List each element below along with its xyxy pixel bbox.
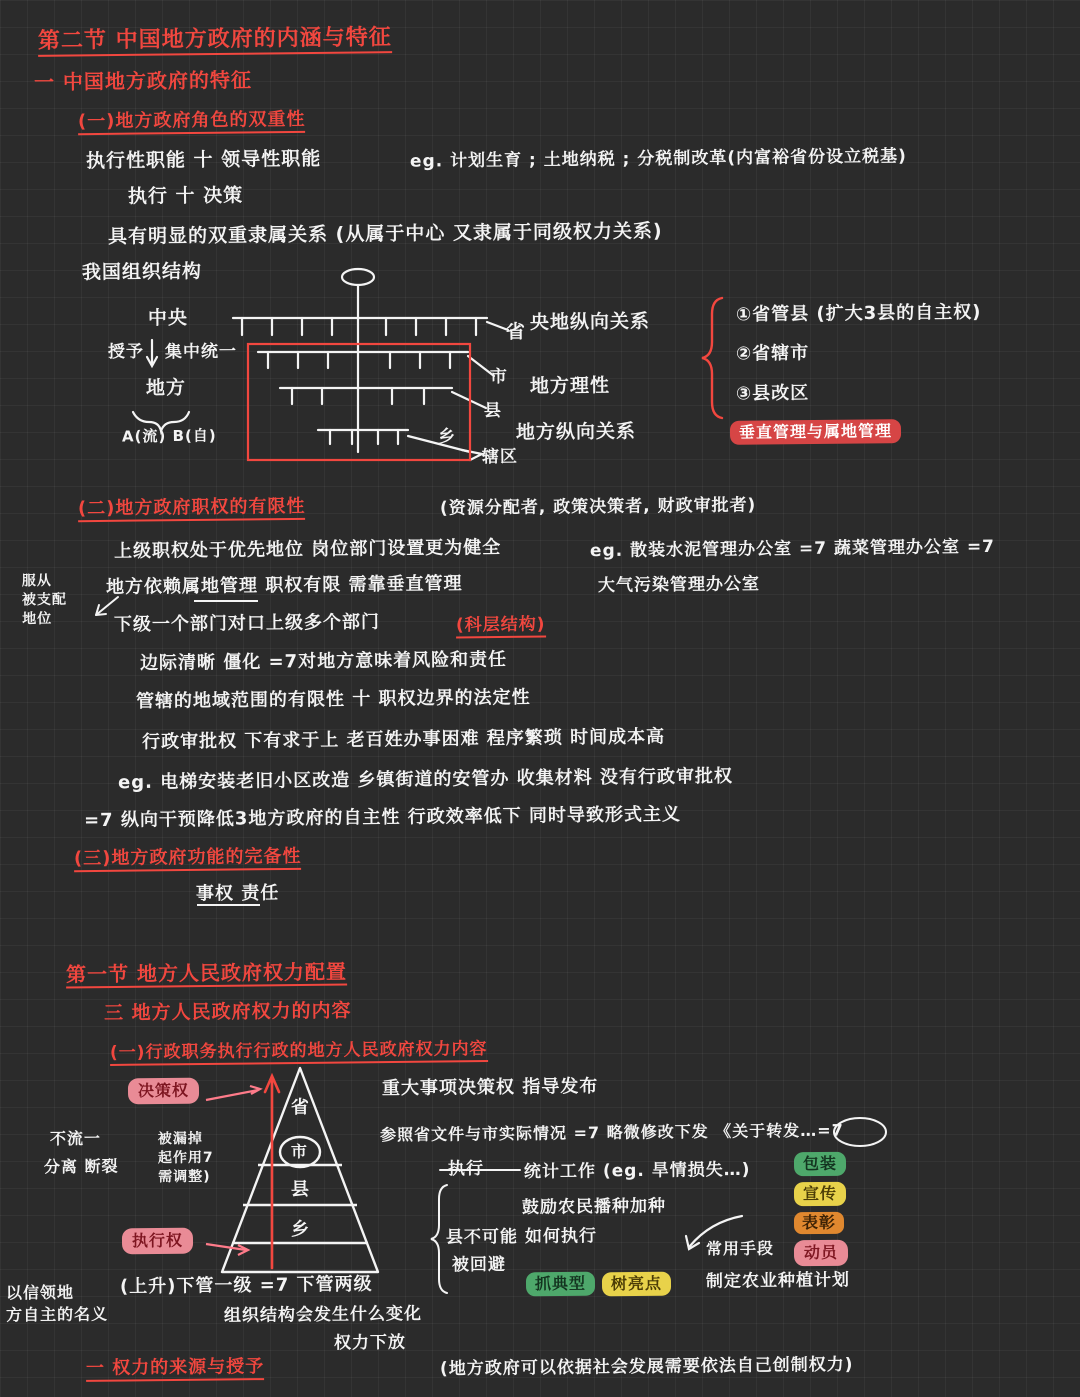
label-central: 中央: [147, 306, 189, 330]
label-vertical-relation: 央地纵向关系: [529, 310, 651, 334]
left-note-3: 被漏掉 起作用7 需调整): [157, 1130, 214, 1186]
right-list-item-3: ③县改区: [735, 382, 810, 405]
bottom-tag-1: 树亮点: [602, 1272, 671, 1296]
bottom-note-4: 权力下放: [333, 1332, 407, 1354]
line-example-1: eg. 计划生育 ; 土地纳税 ; 分税制改革(内富裕省份设立税基): [409, 146, 907, 172]
bottom-tag-0: 抓典型: [526, 1272, 595, 1296]
left-note-1: 不流一: [49, 1128, 102, 1149]
line-executive-leadership: 执行性职能 十 领导性职能: [85, 147, 322, 173]
label-concentrate: 集中统一: [164, 341, 238, 363]
label-province: 省: [505, 320, 527, 344]
right-note-1: 重大事项决策权 指导发布: [381, 1075, 599, 1100]
label-district: 辖区: [481, 446, 519, 468]
label-township: 乡: [437, 426, 457, 448]
label-ab: A(流) B(自): [121, 426, 217, 446]
s2-line-2b: 大气污染管理办公室: [597, 574, 761, 596]
pyramid-level-province: 省: [290, 1096, 311, 1119]
pyramid-level-city: 市: [290, 1141, 309, 1162]
s2-line-6: 行政审批权 下有求于上 老百姓办事困难 程序繁琐 时间成本高: [141, 726, 666, 753]
section-2-3-heading: (三)地方政府功能的完备性: [74, 847, 302, 872]
right-note-3: 统计工作 (eg. 旱情损失…): [523, 1159, 751, 1183]
s2-line-5: 管辖的地域范围的有限性 十 职权边界的法定性: [135, 686, 531, 713]
right-note-8: 常用手段: [705, 1238, 775, 1259]
stack-tag-1: 宣传: [794, 1182, 846, 1206]
s2-line-2: 地方依赖属地管理 职权有限 需靠垂直管理: [105, 573, 463, 598]
label-local-vertical-relation: 地方纵向关系: [515, 420, 637, 444]
s2-line-1-example: eg. 散装水泥管理办公室 =7 蔬菜管理办公室 =7: [589, 536, 996, 562]
bottom-note-3: 组织结构会发生什么变化: [223, 1303, 423, 1327]
bottom-note-5: 一 权力的来源与授予: [86, 1357, 265, 1382]
left-note-2: 分离 断裂: [43, 1156, 119, 1177]
section-3-sub2: (一)行政职务执行行政的地方人民政府权力内容: [110, 1040, 488, 1066]
label-city: 市: [489, 366, 509, 388]
right-note-4: 鼓励农民播种加种: [521, 1196, 667, 1218]
right-note-7: 执行: [447, 1158, 485, 1180]
pyramid-level-county: 县: [290, 1178, 311, 1201]
bottom-note-1: 以信领地 方自主的名义: [5, 1282, 109, 1325]
label-authorize: 授予: [107, 341, 145, 363]
s2-line-3-tag: (科层结构): [456, 616, 546, 639]
s2-line-4: 边际清晰 僵化 =7对地方意味着风险和责任: [139, 649, 508, 674]
stack-tag-2: 表彰: [794, 1212, 844, 1234]
bottom-note-6: (地方政府可以依据社会发展需要依法自己创制权力): [439, 1354, 854, 1380]
right-note-2: 参照省文件与市实际情况 =7 略微修改下发 《关于转发…=7: [379, 1120, 844, 1145]
pyramid-level-township: 乡: [290, 1218, 311, 1241]
section-3-subtitle: 三 地方人民政府权力的内容: [103, 999, 352, 1025]
right-list-item-1: ①省管县 (扩大3县的自主权): [735, 301, 982, 326]
page-title: 第二节 中国地方政府的内涵与特征: [38, 26, 392, 57]
bottom-note-2: (上升)下管一级 =7 下管两级: [119, 1273, 373, 1298]
right-note-9: 制定农业种植计划: [705, 1270, 851, 1292]
right-list-note: 垂直管理与属地管理: [730, 419, 901, 444]
section-1-subtitle: 一 中国地方政府的特征: [33, 67, 253, 95]
section-1-1-subtitle: (一)地方政府角色的双重性: [78, 110, 306, 135]
s2-line-7: eg. 电梯安装老旧小区改造 乡镇街道的安管办 收集材料 没有行政审批权: [117, 765, 734, 794]
line-execute-decide: 执行 十 决策: [127, 184, 244, 208]
line-org-structure: 我国组织结构: [81, 260, 203, 284]
tag-execution-power: 执行权: [122, 1228, 193, 1254]
line-dual-subordination: 具有明显的双重隶属关系 (从属于中心 又隶属于同级权力关系): [107, 220, 663, 248]
label-local-governance: 地方理性: [529, 374, 611, 398]
section-2-heading: (二)地方政府职权的有限性: [78, 497, 306, 522]
s2-line-3: 下级一个部门对口上级多个部门: [113, 611, 381, 636]
right-note-5: 县不可能 如何执行: [445, 1226, 598, 1248]
right-note-6: 被回避: [451, 1254, 507, 1276]
label-local: 地方: [145, 376, 187, 400]
stack-tag-3: 动员: [794, 1240, 848, 1266]
section-3-heading: 第一节 地方人民政府权力配置: [65, 959, 348, 987]
right-list-item-2: ②省辖市: [735, 342, 810, 365]
left-note-subordinate: 服从 被支配 地位: [21, 572, 68, 628]
s2-line-1: 上级职权处于优先地位 岗位部门设置更为健全: [113, 536, 502, 563]
stack-tag-0: 包装: [794, 1152, 846, 1176]
section-2-paren: (资源分配者, 政策决策者, 财政审批者): [439, 495, 757, 519]
tag-decision-power: 决策权: [128, 1078, 199, 1104]
section-2-3-line: 事权 责任: [195, 882, 280, 905]
label-county: 县: [483, 400, 503, 422]
s2-line-8: =7 纵向干预降低3地方政府的自主性 行政效率低下 同时导致形式主义: [83, 803, 682, 832]
